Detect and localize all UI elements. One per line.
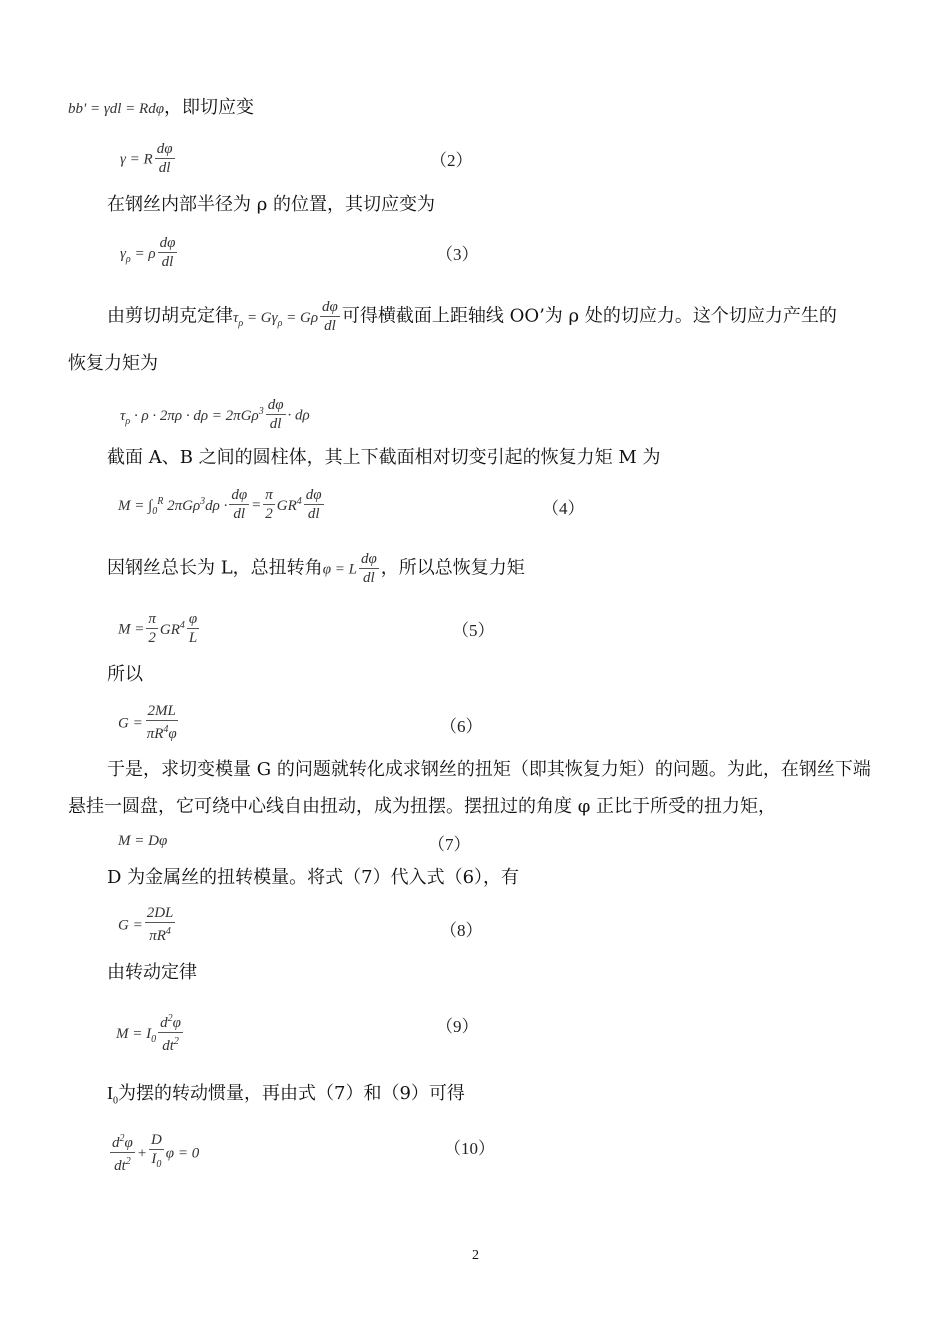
text-line-8: 于是，求切变模量 G 的问题就转化成求钢丝的扭矩（即其恢复力矩）的问题。为此，在钢丝下端 bbox=[107, 759, 871, 780]
text-line-12: $I_0$为摆的转动惯量，再由式（7）和（9）可得 bbox=[107, 1083, 465, 1107]
equation-10: $\frac{d^2\varphi}{dt^2}$ + $\frac{D}{I_0}$ φ = 0 bbox=[112, 1132, 200, 1174]
text-line-3: 由剪切胡克定律$\tau_\rho = G\gamma_\rho = G\rho$ $\frac{d\varphi}{dl}$ 可得横截面上距轴线 OO’为 ρ 处的切应力。这个切应力产生的 bbox=[107, 299, 837, 334]
text-line-1 bbox=[68, 96, 254, 121]
equation-7: M = Dφ bbox=[118, 833, 168, 849]
equation-5: M = $\frac{\pi}{2}$ $GR^4$ $\frac{\varphi}{L}$ bbox=[118, 611, 198, 646]
text-line-9: 悬挂一圆盘，它可绕中心线自由扭动，成为扭摆。摆扭过的角度 φ 正比于所受的扭力矩， bbox=[68, 796, 777, 817]
equation-moment-element: $\tau_\rho \cdot \rho \cdot 2\pi\rho \cdot d\rho = 2\pi G\rho^3$ $\frac{d\varphi}{dl}$ · dρ bbox=[120, 397, 310, 432]
eq-number-7: （7） bbox=[428, 835, 471, 854]
text-line-6: 因钢丝总长为 L，总扭转角φ = L $\frac{d\varphi}{dl}$ ，所以总恢复力矩 bbox=[107, 551, 525, 586]
eq-number-10: （10） bbox=[444, 1139, 495, 1158]
equation-4: $M = \int_0^R$ 2πGρ$^3$dρ · $\frac{d\varphi}{dl}$ = $\frac{\pi}{2}$ $GR^4$ $\frac{d\varphi}{dl}$ bbox=[118, 487, 322, 522]
eq-number-9: （9） bbox=[436, 1017, 479, 1036]
equation-8: G = $\frac{2DL}{\pi R^4}$ bbox=[118, 905, 174, 944]
equation-9: $M = I_0$ $\frac{d^2\varphi}{dt^2}$ bbox=[116, 1010, 185, 1055]
equation-2: γ = R $\frac{d\varphi}{dl}$ bbox=[120, 141, 173, 176]
page-number: 2 bbox=[472, 1248, 479, 1263]
text-l6b: ，所以总恢复力矩 bbox=[380, 557, 525, 579]
text-line-11: 由转动定律 bbox=[107, 962, 197, 983]
text-l12: 为摆的转动惯量，再由式（7）和（9）可得 bbox=[118, 1083, 465, 1104]
text-l3b: 可得横截面上距轴线 OO’为 ρ 处的切应力。这个切应力产生的 bbox=[341, 305, 837, 327]
eq-number-5: （5） bbox=[452, 621, 495, 640]
eq-number-4: （4） bbox=[542, 499, 585, 518]
eq-number-2: （2） bbox=[430, 151, 473, 170]
text-line-4: 恢复力矩为 bbox=[68, 353, 158, 374]
text-line-7: 所以 bbox=[107, 664, 143, 685]
formula-tau: $\tau_\rho = G\gamma_\rho = G\rho$ bbox=[233, 309, 319, 329]
formula-phi: φ = L bbox=[322, 561, 357, 578]
eq-number-3: （3） bbox=[436, 245, 479, 264]
eq-number-8: （8） bbox=[440, 921, 483, 940]
text-line-10: D 为金属丝的扭转模量。将式（7）代入式（6），有 bbox=[107, 867, 520, 888]
equation-6: G = $\frac{2ML}{\pi R^4\varphi}$ bbox=[118, 703, 177, 742]
text-l6a: 因钢丝总长为 L，总扭转角 bbox=[107, 557, 323, 579]
eq-number-6: （6） bbox=[440, 717, 483, 736]
equation-3: $\gamma_\rho = \rho$ $\frac{d\varphi}{dl}$ bbox=[120, 235, 176, 270]
text-l3a: 由剪切胡克定律 bbox=[107, 305, 233, 327]
formula-bb: bb' = γdl = Rdφ bbox=[68, 101, 164, 117]
text-line-5: 截面 A、B 之间的圆柱体，其上下截面相对切变引起的恢复力矩 M 为 bbox=[107, 447, 661, 468]
text-l1: ，即切应变 bbox=[164, 97, 254, 118]
text-line-2: 在钢丝内部半径为 ρ 的位置，其切应变为 bbox=[107, 194, 436, 215]
